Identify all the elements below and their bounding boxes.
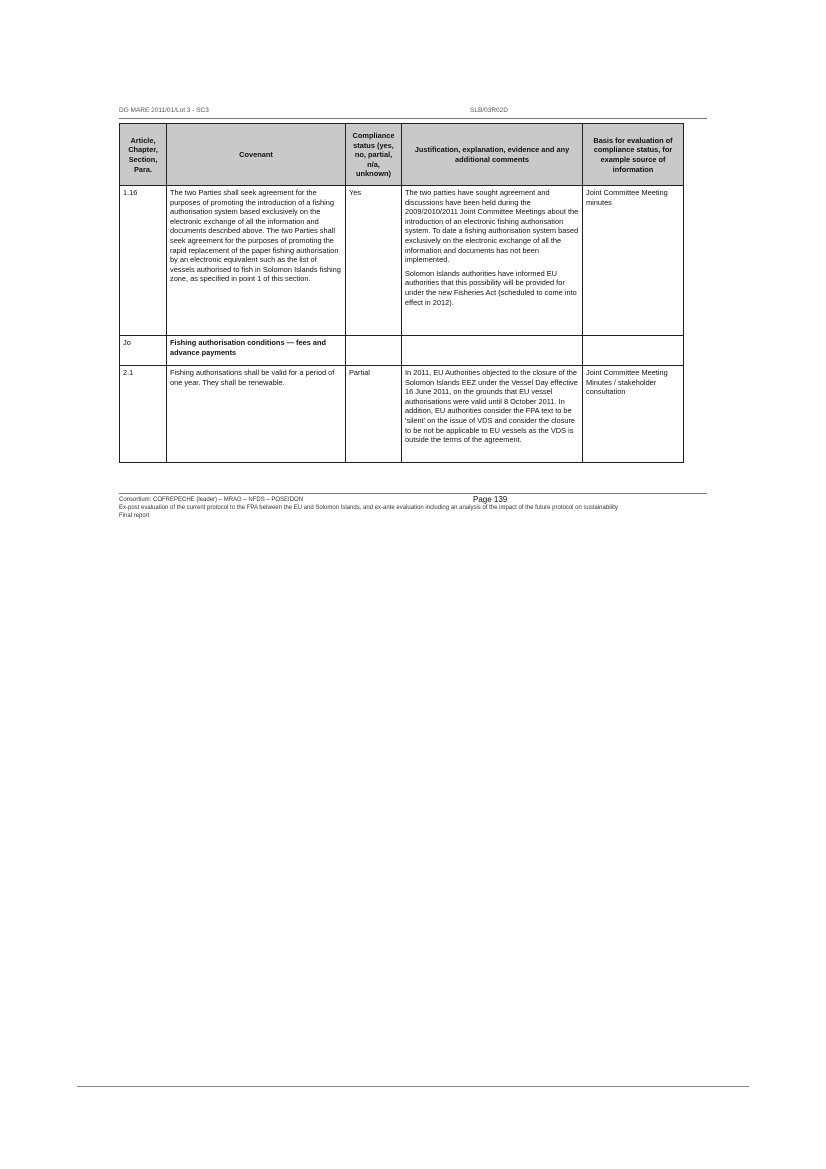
status-cell (346, 336, 402, 366)
covenant-cell: The two Parties shall seek agreement for the purposes of promoting the introduction of a fishing authorisation system based exclusively on the electronic exchange of all the information and documents described above. The two Parties shall seek agreement for the purposes of promoting the rapid replacement of the paper fishing authorisation by an electronic equivalent such as the list of vessels authorised to fish in Solomon Islands fishing zone, as specified in point 1 of this section. (167, 186, 346, 336)
justification-cell (402, 366, 583, 463)
justification-paragraph: The two parties have sought agreement and discussions have been held during the 2009/2010/2011 Joint Committee Meetings about the introduction of an electronic fishing authorisation system. To date a fishing authorisation system based exclusively on the electronic exchange of all the information and documents has not been implemented. (405, 188, 579, 265)
status-cell: Partial (346, 366, 402, 463)
article-cell: 1.16 (120, 186, 167, 336)
page-bottom-rule (77, 1086, 749, 1087)
justification-cell (402, 336, 583, 366)
basis-cell: Joint Committee Meeting Minutes / stakeholder consultation (583, 366, 684, 463)
justification-cell (402, 186, 583, 336)
col-header-status: Compliance status (yes, no, partial, n/a, unknown) (346, 124, 402, 186)
covenant-table (119, 123, 684, 463)
page-number: Page 139 (473, 495, 508, 504)
justification-paragraph: In 2011, EU Authorities objected to the closure of the Solomon Islands EEZ under the Vessel Day effective 16 June 2011, on the grounds that EU vessel authorisations were valid until 8 October 2011. In addition, EU authorities consider the FPA text to be 'silent' on the issue of VDS and consider the closure to be not be applicable to EU vessels as the VDS is outside the terms of the agreement. (405, 368, 578, 445)
status-cell: Yes (346, 186, 402, 336)
table-row (120, 186, 684, 336)
col-header-basis: Basis for evaluation of compliance status, for example source of information (583, 124, 684, 186)
basis-cell (583, 336, 684, 366)
article-cell: Jo (120, 336, 167, 366)
basis-cell: Joint Committee Meeting minutes (583, 186, 684, 336)
footer-divider (119, 493, 707, 494)
page-header (119, 106, 707, 119)
footer-report-type: Final report (119, 513, 150, 519)
header-document-code: SLB/03R02D (470, 107, 508, 114)
col-header-article: Article, Chapter, Section, Para. (120, 124, 167, 186)
footer-consortium: Consortium: COFREPECHE (leader) – MRAG – NFDS – POSEIDON (119, 497, 304, 503)
header-reference: DG MARE 2011/01/Lot 3 - SC3 (119, 107, 209, 114)
footer-description: Ex-post evaluation of the current protocol to the FPA between the EU and Solomon Islands, and ex-ante evaluation including an analysis of the impact of the future protocol on sustainability (119, 505, 618, 511)
table-row (120, 366, 684, 463)
section-title-cell: Fishing authorisation conditions — fees and advance payments (167, 336, 346, 366)
covenant-cell: Fishing authorisations shall be valid for a period of one year. They shall be renewable. (167, 366, 346, 463)
article-cell: 2.1 (120, 366, 167, 463)
col-header-justification: Justification, explanation, evidence and any additional comments (402, 124, 583, 186)
col-header-covenant: Covenant (167, 124, 346, 186)
table-header-row (120, 124, 684, 186)
table-section-row (120, 336, 684, 366)
justification-paragraph: Solomon Islands authorities have informed EU authorities that this possibility will be provided for under the new Fisheries Act (scheduled to come into effect in 2012). (405, 268, 577, 307)
